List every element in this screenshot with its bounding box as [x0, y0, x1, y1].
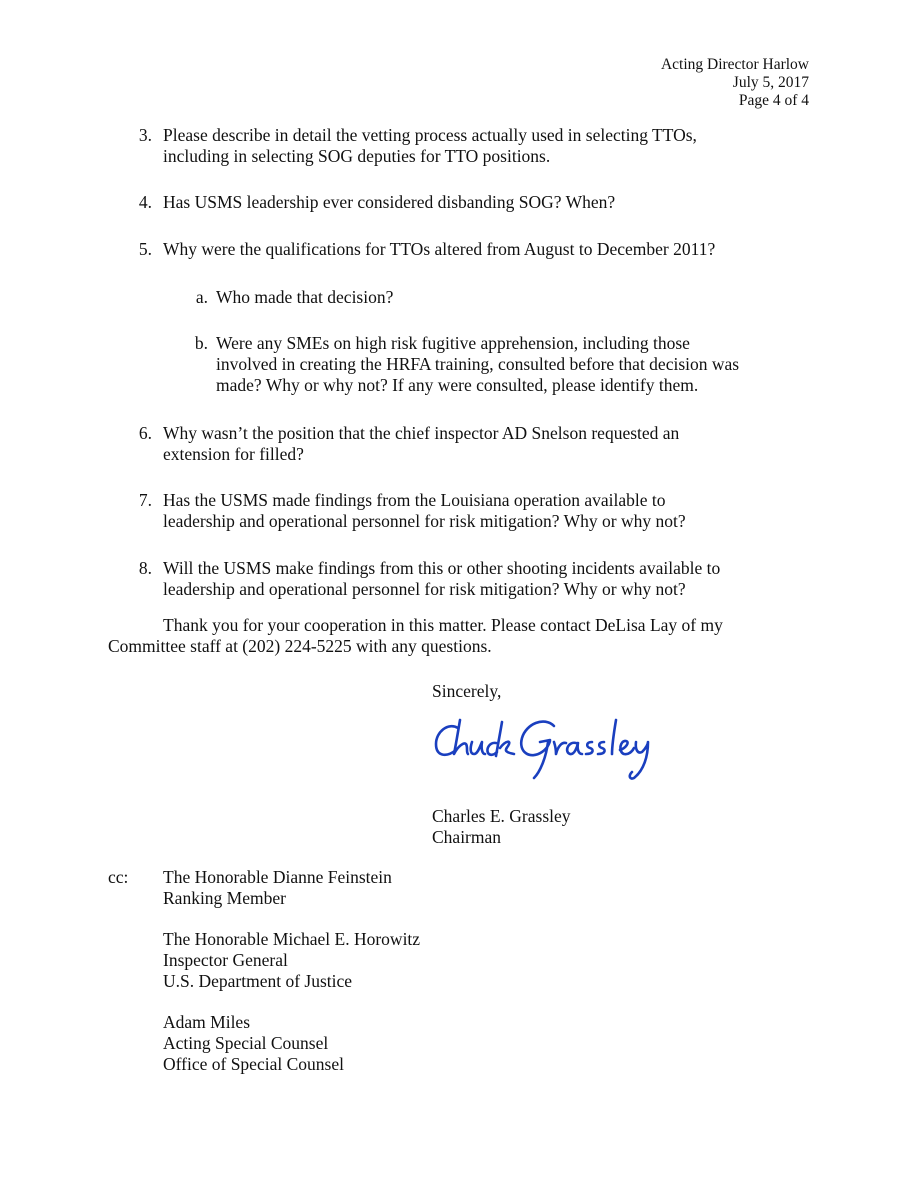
- question-4-number: 4.: [138, 192, 152, 212]
- question-7-line-2: leadership and operational personnel for risk mitigation? Why or why not?: [163, 511, 686, 531]
- subquestion-b-letter: b.: [194, 333, 208, 353]
- cc-recipient-1-line-2: Ranking Member: [163, 888, 286, 908]
- cc-recipient-2-line-3: U.S. Department of Justice: [163, 971, 353, 991]
- question-6-line-2: extension for filled?: [163, 444, 304, 464]
- header-recipient: Acting Director Harlow: [660, 56, 809, 73]
- cc-recipient-3-line-3: Office of Special Counsel: [163, 1054, 344, 1074]
- cc-recipient-3-line-2: Acting Special Counsel: [163, 1033, 329, 1053]
- question-5-line-1: Why were the qualifications for TTOs altered from August to December 2011?: [163, 239, 716, 259]
- signature-image: [430, 712, 665, 784]
- question-5-number: 5.: [138, 239, 152, 259]
- question-8-number: 8.: [138, 558, 152, 578]
- signature-strokes: [436, 720, 648, 779]
- cc-label: cc:: [108, 867, 129, 887]
- header-page-number: Page 4 of 4: [738, 92, 809, 109]
- subquestion-b-line-3: made? Why or why not? If any were consulted, please identify them.: [216, 375, 699, 395]
- subquestion-a-line-1: Who made that decision?: [216, 287, 394, 307]
- header-date: July 5, 2017: [732, 74, 809, 91]
- signer-title: Chairman: [432, 827, 502, 847]
- subquestion-b-line-2: involved in creating the HRFA training, consulted before that decision was: [216, 354, 740, 374]
- salutation: Sincerely,: [432, 681, 502, 701]
- question-3-line-2: including in selecting SOG deputies for TTO positions.: [163, 146, 551, 166]
- cc-recipient-1-line-1: The Honorable Dianne Feinstein: [163, 867, 392, 887]
- signer-name: Charles E. Grassley: [432, 806, 571, 826]
- question-8-line-2: leadership and operational personnel for risk mitigation? Why or why not?: [163, 579, 686, 599]
- question-3-line-1: Please describe in detail the vetting process actually used in selecting TTOs,: [163, 125, 697, 145]
- question-6-line-1: Why wasn’t the position that the chief inspector AD Snelson requested an: [163, 423, 680, 443]
- cc-recipient-3-line-1: Adam Miles: [163, 1012, 251, 1032]
- closing-line-1: Thank you for your cooperation in this matter. Please contact DeLisa Lay of my: [163, 615, 723, 635]
- question-7-number: 7.: [138, 490, 152, 510]
- cc-recipient-2-line-1: The Honorable Michael E. Horowitz: [163, 929, 421, 949]
- question-3-number: 3.: [138, 125, 152, 145]
- question-8-line-1: Will the USMS make findings from this or other shooting incidents available to: [163, 558, 721, 578]
- cc-recipient-2-line-2: Inspector General: [163, 950, 288, 970]
- question-6-number: 6.: [138, 423, 152, 443]
- subquestion-b-line-1: Were any SMEs on high risk fugitive apprehension, including those: [216, 333, 690, 353]
- subquestion-a-letter: a.: [195, 287, 208, 307]
- closing-line-2: Committee staff at (202) 224-5225 with any questions.: [108, 636, 492, 656]
- question-4-line-1: Has USMS leadership ever considered disbanding SOG? When?: [163, 192, 616, 212]
- question-7-line-1: Has the USMS made findings from the Louisiana operation available to: [163, 490, 666, 510]
